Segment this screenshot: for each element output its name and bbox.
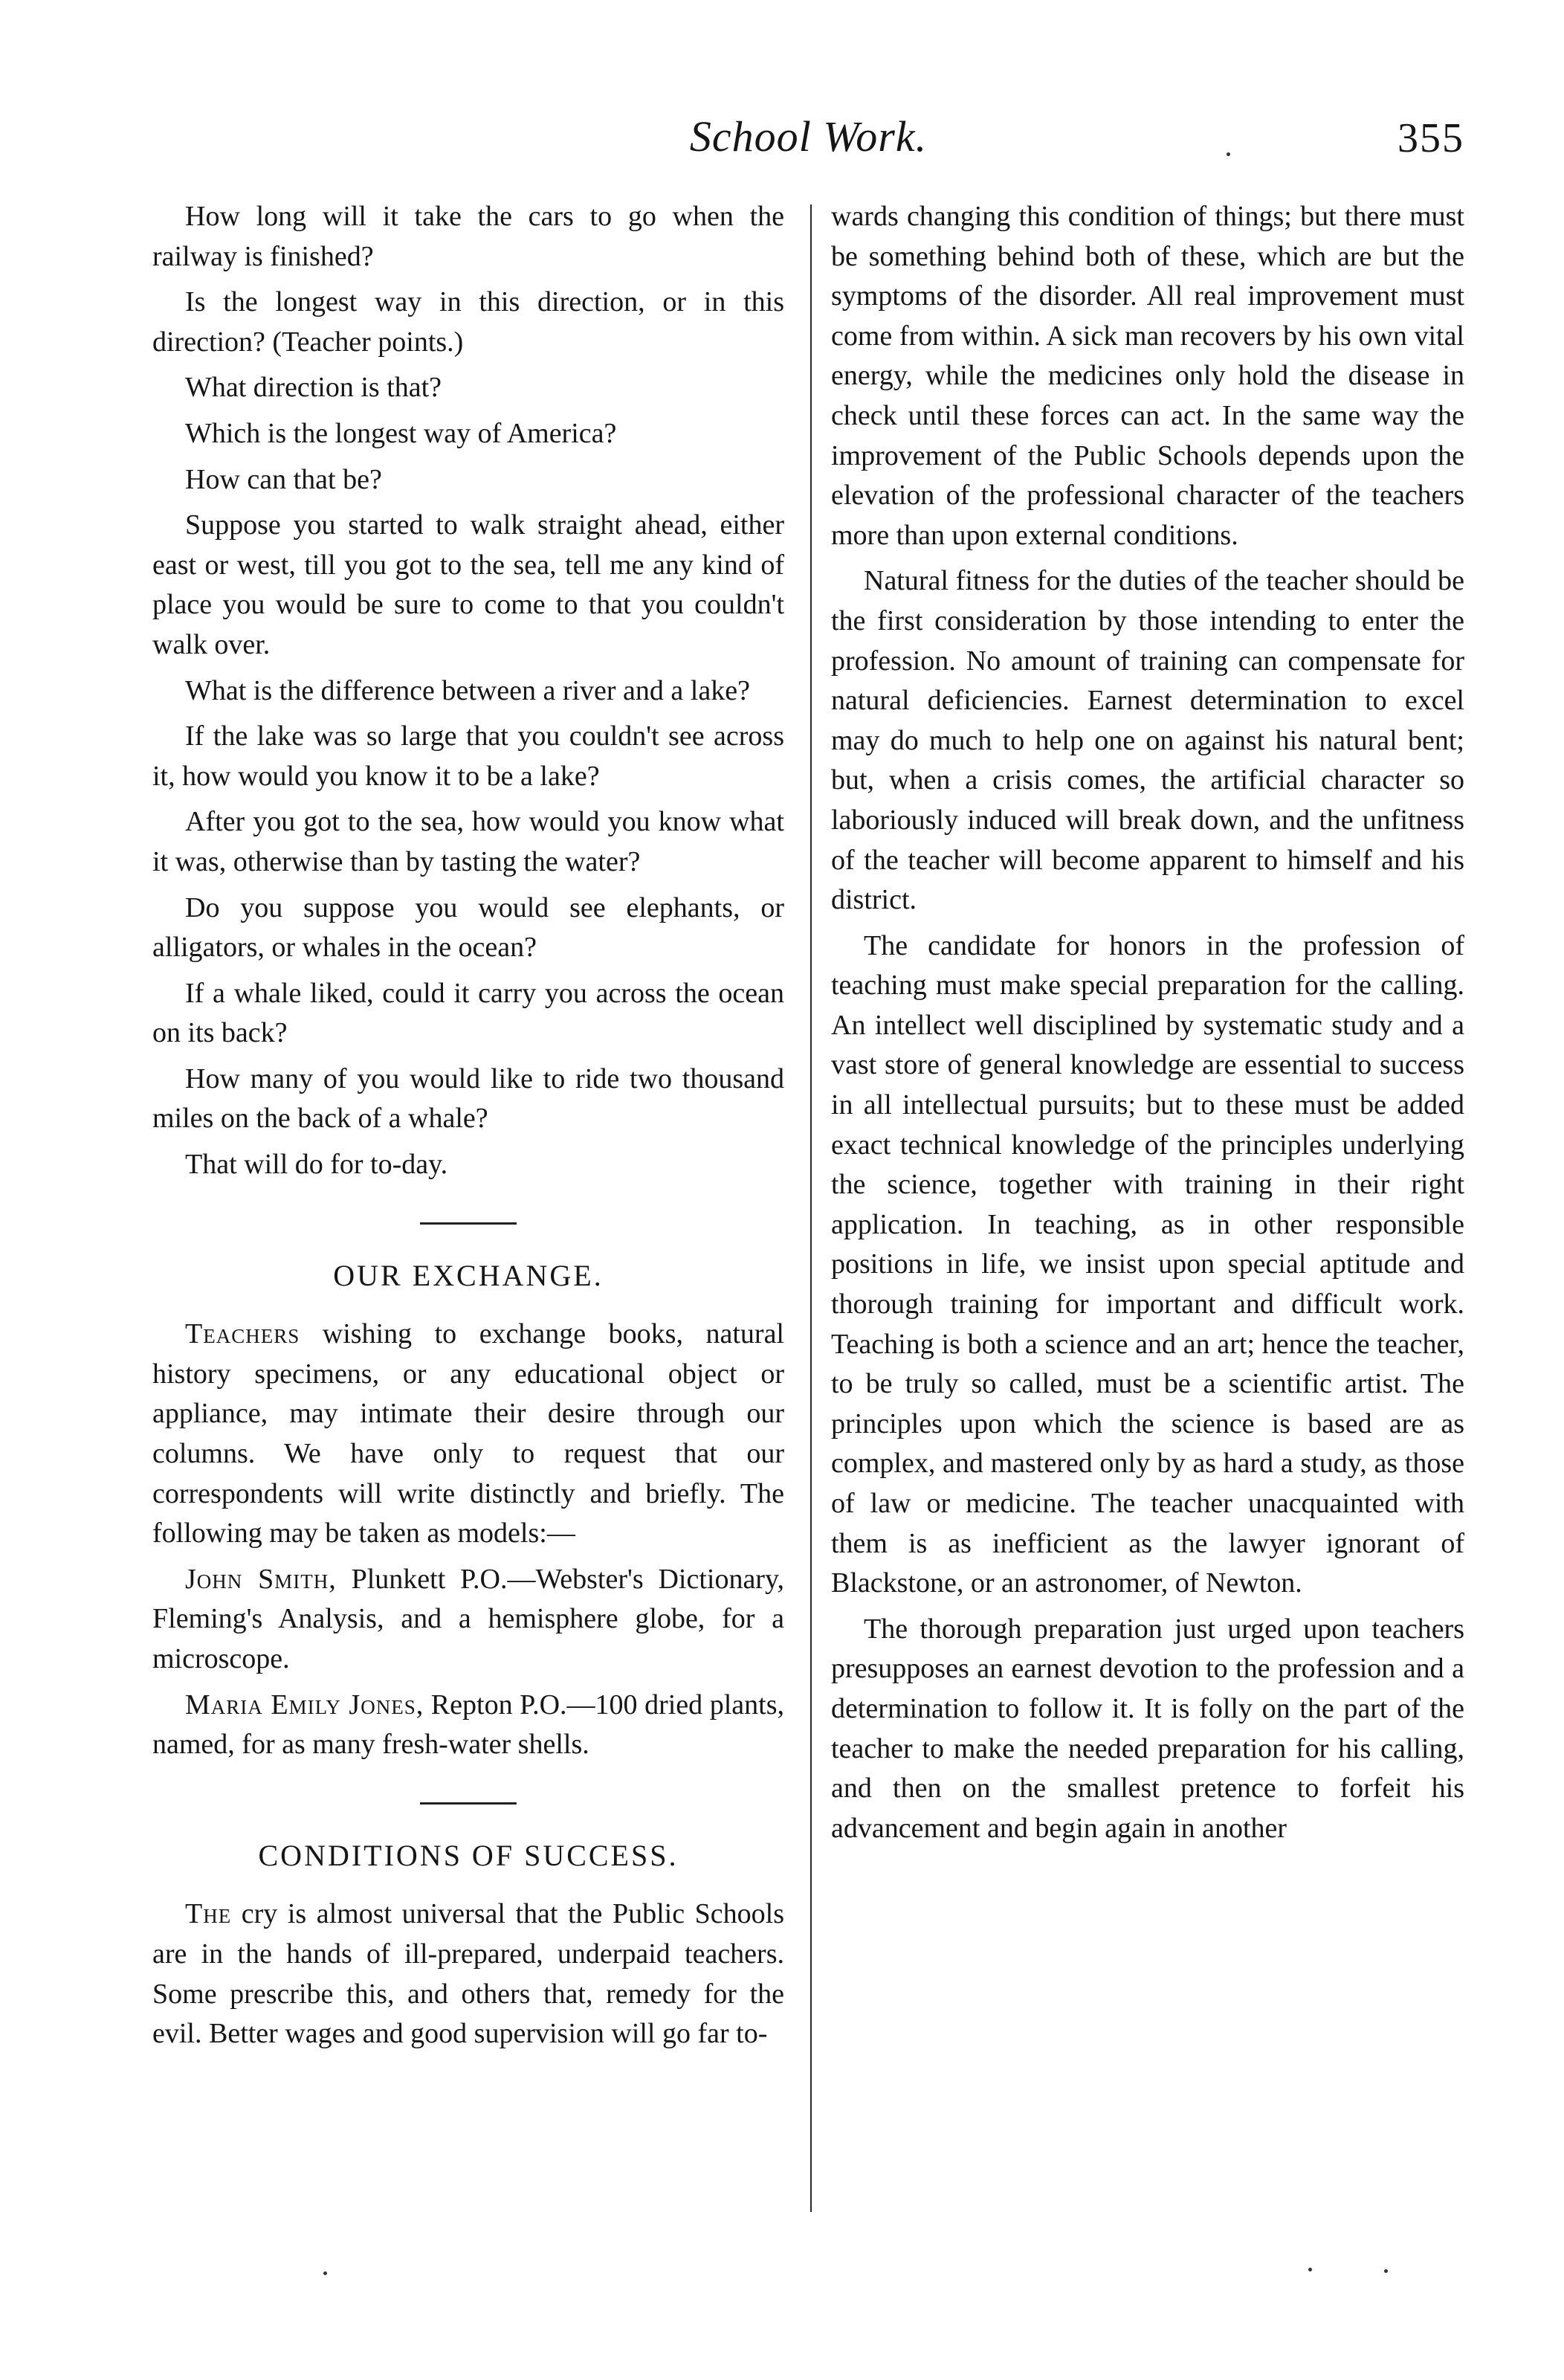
right-column: [831, 197, 1464, 1854]
question-line: Suppose you started to walk straight ahead, either east or west, till you got to the sea, tell me any kind of place you would be sure to come to that you couldn't walk over.: [152, 509, 784, 660]
exchange-entry: [152, 1560, 784, 1680]
question-line: What direction is that?: [185, 372, 442, 404]
section-divider-rule: [420, 1222, 517, 1225]
body-paragraph: The candidate for honors in the profession of teaching must make special preparation for the calling. An intellect well disciplined by systematic study and a vast store of general knowledge are essential to success in all intellectual pursuits; but to these must be added exact technical knowledge of the principles underlying the science, together with training in their right application. In teaching, as in other responsible positions in life, we insist upon special aptitude and thorough training for important and difficult work. Teaching is both a science and an art; hence the teacher, to be truly so called, must be a scientific artist. The principles upon which the science is based are as complex, and mastered only by as hard a study, as those of law or medicine. The teacher unacquainted with them is as inefficient as the lawyer ignorant of Blackstone, or an astronomer, of Newton.: [831, 929, 1464, 1599]
question-line: If the lake was so large that you couldn't see across it, how would you know it to be a lake?: [152, 720, 784, 792]
question-line: How can that be?: [185, 463, 382, 495]
conditions-lead: The: [185, 1898, 232, 1930]
question-line: After you got to the sea, how would you know what it was, otherwise than by tasting the water?: [152, 806, 784, 877]
body-paragraph: Natural fitness for the duties of the teacher should be the first consideration by those intending to enter the profession. No amount of training can compensate for natural deficiencies. Earnest determination to excel may do much to help one on against his natural bent; but, when a crisis comes, the artificial character so laboriously induced will break down, and the unfitness of the teacher will become apparent to himself and his district.: [831, 565, 1464, 916]
exchange-intro-text: wishing to exchange books, natural history specimens, or any educational object or appliance, may intimate their desire through our columns. We have only to request that our correspondents will write distinctly and briefly. The following may be taken as models:—: [152, 1318, 784, 1549]
exchange-entry-name: John Smith,: [185, 1563, 337, 1595]
exchange-entry-text: Repton P.O.—100 dried plants, named, for as many fresh-water shells.: [152, 1689, 785, 1761]
question-line: Is the longest way in this direction, or in this direction? (Teacher points.): [152, 286, 784, 358]
question-line: How long will it take the cars to go when the railway is finished?: [152, 201, 784, 272]
conditions-heading: CONDITIONS OF SUCCESS.: [258, 1838, 679, 1872]
print-speck: [1308, 2268, 1312, 2271]
exchange-heading: OUR EXCHANGE.: [333, 1258, 604, 1292]
question-line: What is the difference between a river and a lake?: [185, 674, 750, 706]
conditions-paragraph: [152, 1894, 784, 2054]
exchange-intro-lead: Teachers: [185, 1318, 300, 1350]
exchange-entry: [152, 1686, 784, 1765]
question-line: Which is the longest way of America?: [185, 417, 617, 449]
page-number: 355: [1397, 115, 1464, 161]
print-speck: [1384, 2269, 1388, 2273]
conditions-text: cry is almost universal that the Public Schools are in the hands of ill-prepared, underpaid teachers. Some prescribe this, and others that, remedy for the evil. Better wages and good supervision will go far to-: [152, 1898, 784, 2050]
exchange-intro: [152, 1315, 784, 1554]
question-line: That will do for to-day.: [185, 1149, 448, 1181]
print-speck: [323, 2271, 327, 2275]
section-divider-rule: [420, 1802, 517, 1805]
print-speck: [1227, 152, 1230, 156]
column-divider: [810, 204, 812, 2212]
left-column: [152, 197, 784, 2060]
question-line: Do you suppose you would see elephants, or alligators, or whales in the ocean?: [152, 891, 784, 964]
exchange-entry-name: Maria Emily Jones,: [185, 1689, 424, 1720]
question-line: If a whale liked, could it carry you across the ocean on its back?: [152, 977, 784, 1049]
body-paragraph: wards changing this condition of things; but there must be something behind both of these, which are but the symptoms of the disorder. All real improvement must come from within. A sick man recovers by his own vital energy, while the medicines only hold the disease in check until these forces can act. In the same way the improvement of the Public Schools depends upon the elevation of the professional character of the teachers more than upon external conditions.: [831, 201, 1464, 551]
question-line: How many of you would like to ride two thousand miles on the back of a whale?: [152, 1062, 784, 1135]
page-header: [152, 112, 1464, 171]
body-paragraph: The thorough preparation just urged upon teachers presupposes an earnest devotion to the profession and a determination to follow it. It is folly on the part of the teacher to make the needed preparation for his calling, and then on the smallest pretence to forfeit his advancement and begin again in another: [831, 1613, 1464, 1844]
running-title: School Work.: [689, 112, 928, 161]
exchange-entry-text: Plunkett P.O.—Webster's Dictionary, Fleming's Analysis, and a hemisphere globe, for a microscope.: [152, 1563, 784, 1674]
